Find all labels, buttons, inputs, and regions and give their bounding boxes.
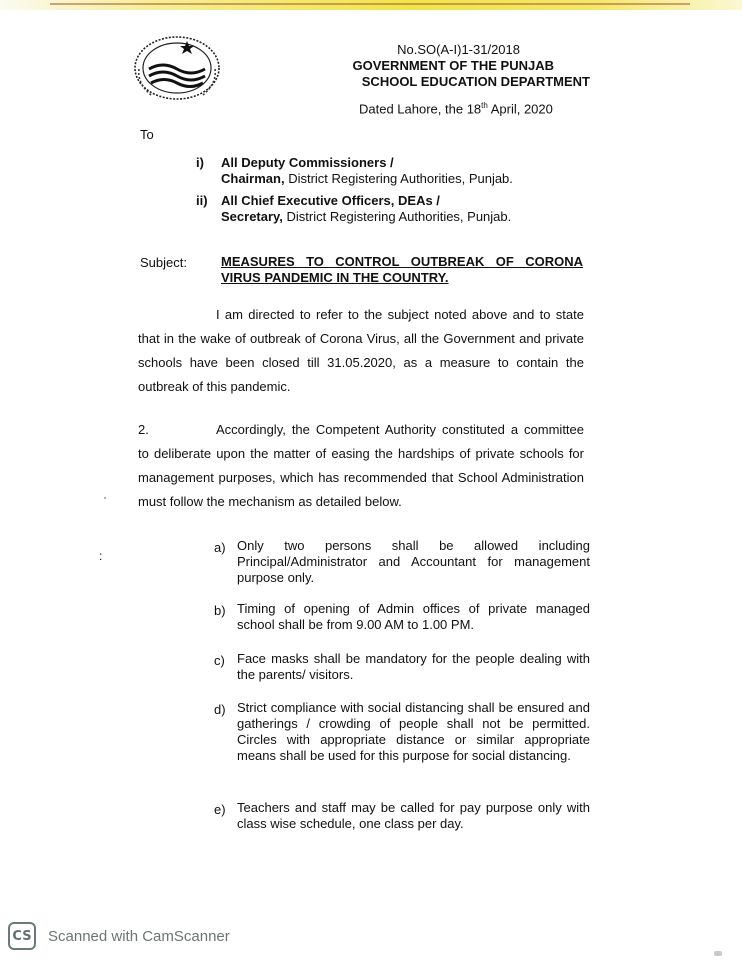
list-item	[214, 700, 590, 764]
addressee-title: All Chief Executive Officers, DEAs /	[221, 193, 440, 208]
list-item-label: a)	[214, 540, 226, 555]
list-item-label: c)	[214, 653, 225, 668]
list-item	[214, 800, 590, 832]
list-item-label: e)	[214, 802, 226, 817]
paragraph-2-text: Accordingly, the Competent Authority constituted a committee to deliberate upon the matter of easing the hardships of private schools for management purposes, which has recommended that School Administration must follow the mechanism as detailed below.	[138, 422, 584, 509]
addressee-title: All Deputy Commissioners /	[221, 155, 394, 170]
list-item	[214, 601, 590, 633]
list-item-text: Only two persons shall be allowed including Principal/Administrator and Accountant for management purpose only.	[237, 538, 590, 585]
date-ordinal: th	[481, 101, 488, 110]
paragraph-number: 2.	[138, 422, 149, 437]
subject-text: MEASURES TO CONTROL OUTBREAK OF CORONA VIRUS PANDEMIC IN THE COUNTRY.	[221, 254, 583, 285]
department-title: SCHOOL EDUCATION DEPARTMENT	[361, 74, 590, 89]
paragraph-1: I am directed to refer to the subject noted above and to state that in the wake of outbreak of Corona Virus, all the Government and private schools have been closed till 31.05.2020, as a measure to contain the outbreak of this pandemic.	[138, 307, 584, 394]
addressee-number: ii)	[196, 193, 208, 208]
camscanner-logo-icon: CS	[8, 922, 36, 950]
scan-top-line	[50, 3, 690, 5]
date-suffix: April, 2020	[487, 101, 553, 117]
addressee-number: i)	[196, 155, 204, 170]
addressee-line-1	[221, 193, 511, 209]
letter-header	[330, 42, 590, 90]
list-item-text: Teachers and staff may be called for pay purpose only with class wise schedule, one class per day.	[237, 800, 590, 831]
list-item-label: b)	[214, 603, 226, 618]
date-prefix: Dated Lahore, the 18	[359, 101, 482, 117]
scan-speck	[104, 497, 106, 499]
list-item	[214, 651, 590, 683]
watermark-text: Scanned with CamScanner	[48, 927, 230, 945]
subject-label: Subject:	[140, 255, 187, 270]
addressee-line-1	[221, 155, 513, 171]
letter-date	[359, 101, 553, 116]
addressee-role: Chairman,	[221, 171, 285, 186]
list-item	[214, 538, 590, 586]
margin-mark: :	[99, 549, 103, 563]
paragraph-2	[138, 418, 584, 514]
addressee-authority: District Registering Authorities, Punjab.	[284, 171, 513, 186]
list-item-text: Strict compliance with social distancing shall be ensured and gatherings / crowding of people shall not be permitted. Circles with appropriate distance or similar appropriate means shall be used for this purpose for social distancing.	[237, 700, 590, 763]
scan-corner-speck	[714, 951, 722, 956]
to-label: To	[140, 127, 154, 142]
reference-number: No.SO(A-I)1-31/2018	[397, 42, 520, 57]
addressee-line-2	[221, 209, 511, 225]
addressee-line-2	[221, 171, 513, 187]
list-item-text: Face masks shall be mandatory for the people dealing with the parents/ visitors.	[237, 651, 590, 682]
addressee-authority: District Registering Authorities, Punjab.	[282, 209, 512, 224]
addressee-1	[196, 155, 513, 187]
punjab-government-seal-icon	[131, 33, 223, 103]
camscanner-watermark	[8, 922, 230, 950]
addressee-2	[196, 193, 511, 225]
government-title: GOVERNMENT OF THE PUNJAB	[352, 58, 554, 73]
list-item-text: Timing of opening of Admin offices of private managed school shall be from 9.00 AM to 1.00 PM.	[237, 601, 590, 632]
scan-top-band	[0, 0, 742, 10]
list-item-label: d)	[214, 702, 226, 717]
addressee-role: Secretary,	[221, 209, 283, 224]
